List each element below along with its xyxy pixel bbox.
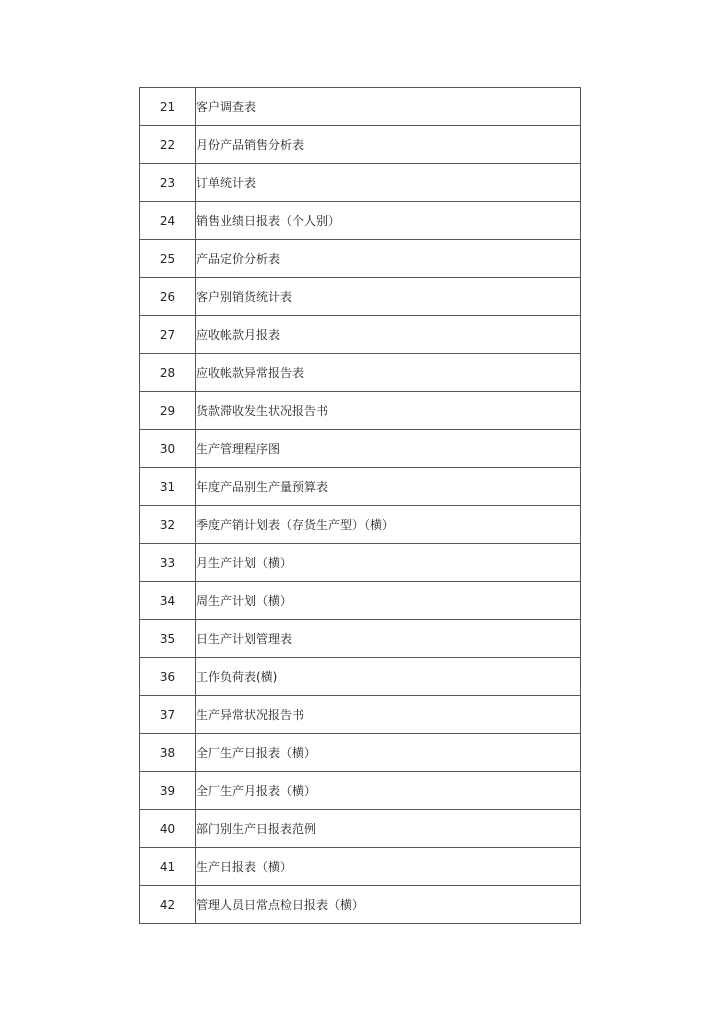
row-title: 日生产计划管理表	[196, 620, 581, 658]
row-title: 生产管理程序图	[196, 430, 581, 468]
table-row	[140, 696, 581, 734]
table-row	[140, 810, 581, 848]
table-row	[140, 278, 581, 316]
table-row	[140, 544, 581, 582]
table-row	[140, 164, 581, 202]
table-row	[140, 202, 581, 240]
row-number: 34	[140, 582, 196, 620]
table-row	[140, 240, 581, 278]
row-title: 产品定价分析表	[196, 240, 581, 278]
row-number: 41	[140, 848, 196, 886]
row-number: 42	[140, 886, 196, 924]
row-number: 28	[140, 354, 196, 392]
row-number: 31	[140, 468, 196, 506]
table-row	[140, 88, 581, 126]
table-row	[140, 848, 581, 886]
row-title: 应收帐款月报表	[196, 316, 581, 354]
row-title: 订单统计表	[196, 164, 581, 202]
table-row	[140, 772, 581, 810]
row-title: 销售业绩日报表（个人别）	[196, 202, 581, 240]
row-number: 24	[140, 202, 196, 240]
table-row	[140, 126, 581, 164]
table-row	[140, 582, 581, 620]
table-row	[140, 316, 581, 354]
row-number: 33	[140, 544, 196, 582]
row-number: 25	[140, 240, 196, 278]
row-title: 部门别生产日报表范例	[196, 810, 581, 848]
table-row	[140, 468, 581, 506]
form-index-table	[139, 87, 581, 924]
row-title: 月份产品销售分析表	[196, 126, 581, 164]
table-row	[140, 392, 581, 430]
row-title: 生产日报表（横）	[196, 848, 581, 886]
table-row	[140, 886, 581, 924]
row-title: 全厂生产月报表（横）	[196, 772, 581, 810]
row-number: 26	[140, 278, 196, 316]
row-title: 客户别销货统计表	[196, 278, 581, 316]
row-title: 客户调查表	[196, 88, 581, 126]
row-title: 生产异常状况报告书	[196, 696, 581, 734]
row-number: 37	[140, 696, 196, 734]
row-title: 年度产品别生产量预算表	[196, 468, 581, 506]
row-title: 应收帐款异常报告表	[196, 354, 581, 392]
table-row	[140, 620, 581, 658]
row-title: 管理人员日常点检日报表（横）	[196, 886, 581, 924]
row-number: 36	[140, 658, 196, 696]
table-row	[140, 658, 581, 696]
row-title: 全厂生产日报表（横）	[196, 734, 581, 772]
table-row	[140, 354, 581, 392]
row-number: 40	[140, 810, 196, 848]
table-row	[140, 430, 581, 468]
row-title: 货款滞收发生状况报告书	[196, 392, 581, 430]
row-number: 32	[140, 506, 196, 544]
row-number: 38	[140, 734, 196, 772]
row-title: 月生产计划（横）	[196, 544, 581, 582]
row-number: 29	[140, 392, 196, 430]
row-number: 39	[140, 772, 196, 810]
row-title: 季度产销计划表（存货生产型）（横）	[196, 506, 581, 544]
table-row	[140, 734, 581, 772]
row-number: 35	[140, 620, 196, 658]
row-number: 27	[140, 316, 196, 354]
table-row	[140, 506, 581, 544]
row-number: 23	[140, 164, 196, 202]
row-number: 22	[140, 126, 196, 164]
row-number: 30	[140, 430, 196, 468]
row-title: 周生产计划（横）	[196, 582, 581, 620]
row-number: 21	[140, 88, 196, 126]
row-title: 工作负荷表(横)	[196, 658, 581, 696]
